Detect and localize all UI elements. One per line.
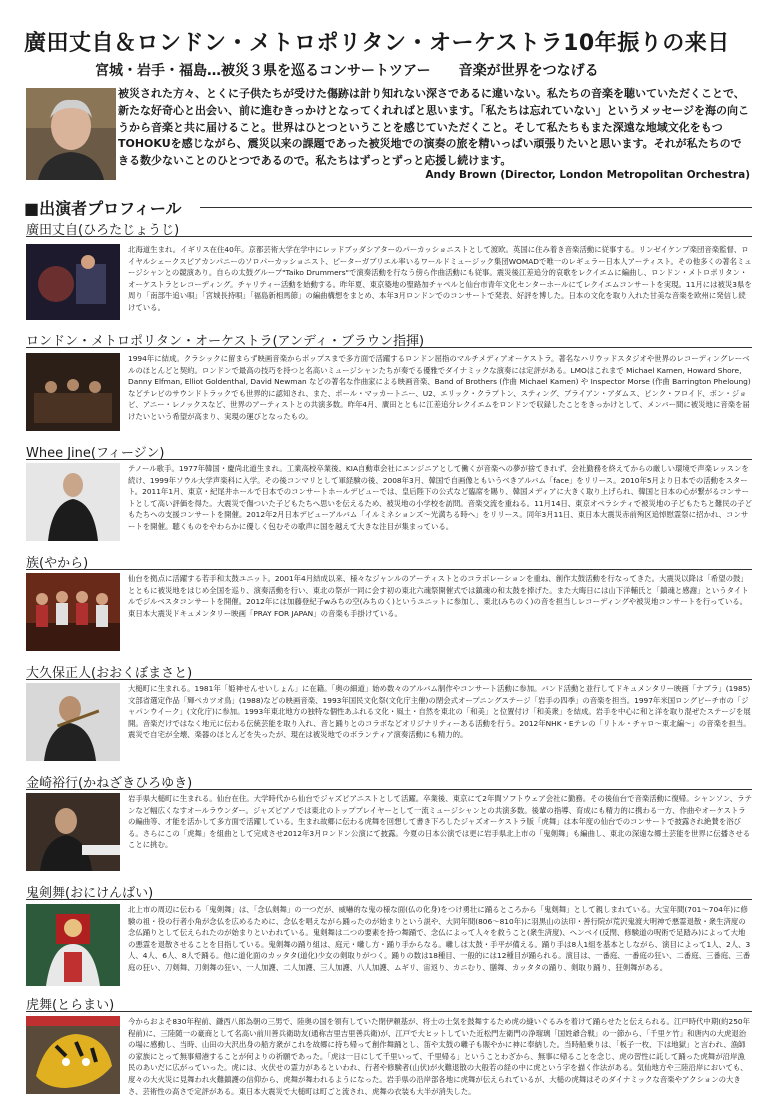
profile-photo-toramai bbox=[26, 1016, 120, 1094]
profile-name-yakara: 族(やから) bbox=[26, 556, 89, 571]
profile-desc-yakara: 仙台を拠点に活躍する若手和太鼓ユニット。2001年4月結成以来、様々なジャンルのアーティストとのコラボレーションを重ね、創作太鼓活動を行なってきた。大震災以降は「希望の鼓」とともに被災地をはじめ全国を巡り、演奏活動を行い、東北の祭が一同に会す初の東北六魂祭開催式では鎮魂の和太鼓を捧げた。また大晦日には山下洋輔氏と「鎮魂と感謝」というタイトルでジルベスタコンサートを開催。2012年には加藤登紀子wみちの空(みちのく)というユニットに参加し、東北(みちのく)の音を担当しレコーディングや被災地コンサートを行っている。東日本大震災ドキュメンタリー映画「PRAY FOR JAPAN」の音楽も手掛けている。 bbox=[128, 574, 749, 618]
profile-desc-kanezaki: 岩手県大槌町に生まれる。仙台在住。大学時代から仙台でジャズピアニストとして活躍。卒業後、東京にて2年間ソフトウェア会社に勤務。その後仙台で音楽活動に復帰。シャンソン、ラテンなど幅広くなすオールラウンダー。ジャズピアノでは東北のトッププレイヤーとして一流ミュージシャンとの共演多数。後輩の指導、育成にも精力的に携わる一方、作曲やオーケストラの編曲等、才能を活かして多方面で活躍している。生まれ故郷に伝わる虎舞を回想して書き下ろしたジャズオーケストラ版「虎舞」は本年度の仙台でのコンサートで披露され絶賛を浴びる。さらにこの「虎舞」を組曲として完成させ2012年3月ロンドン公演にて披露。今夏の日本公演では更に岩手県北上市の「鬼剣舞」も編曲し、東北の深遠な郷土芸能を世界に伝播させることに挑む。 bbox=[128, 794, 752, 850]
profile-desc-lmo: 1994年に結成。クラシックに留まらず映画音楽からポップスまで多方面で活躍するロンドン屈指のマルチメディアオーケストラ。著名なハリウッドスタジオや世界のレコーディングレーベルのほとんどと契約。ロンドンで最高の技巧を持つと名高いミュージシャンたちが奏でる優雅でダイナミックな演奏には定評がある。LMOはこれまで Michael Kamen, Howard Shore, Danny Elfman, Elliot Goldenthal, David Newman などの著名な作曲家による映画音楽、Band of Brothers (作曲 Michael Kamen) や Inspector Morse (作曲 Barrington Pheloung) などテレビのサウンドトラックでも世界的に認知され、また、ポール・マッカートニー、U2、エリック・クラプトン、スティング、ブライアン・アダムス、ピンク・フロイド、ボン・ジョビ、アニー・レノックスなど、世界のアーティストとの共演多数。昨年4月、廣田とともに江差追分レクイエムをロンドンで収録したことをきっかけとして、メンバー間に被災地に音楽を届けたいという希望が高まり、実現の運びとなったもの。 bbox=[128, 354, 751, 421]
profile-name-toramai: 虎舞(とらまい) bbox=[26, 998, 115, 1013]
profile-name-whee-jine: Whee Jine(フィージン) bbox=[26, 446, 165, 461]
profile-divider bbox=[26, 1011, 752, 1012]
profile-name-hirota: 廣田丈自(ひろたじょうじ) bbox=[26, 223, 180, 238]
director-message: 被災された方々、とくに子供たちが受けた傷跡は計り知れない深さであるに違いない。私たちの音楽を聴いていただくことで、新たな好奇心と出会い、前に進むきっかけとなってくれればと思います。「私たちは忘れていない」というメッセージを海の向こうから音楽と共に届けること。世界はひとつということを感じていただくこと。そして私たちもまた深遠な地域文化をもつTOHOKUを感じながら、震災以来の課題であった被災地での演奏の旅を精いっぱい頑張りたいと思います。それが私たちのできる数少ないことのひとつであるので。私たちはずっとずっと応援し続けます。 bbox=[118, 87, 749, 168]
profile-desc-okubo: 大槌町に生まれる。1981年「姫神せんせいしょん」に在籍。「奥の細道」始め数々のアルバム制作やコンサート活動に参加。バンド活動と並行してドキュメンタリー映画「ナブラ」(1985)文部省選定作品「輝ぺカツオ鳥」(1988)などの映画音楽、1993年国民文化祭(文化庁主催)の閉会式オープニングステージ「岩手の四季」の音楽を担当。1997年米国ロングビーチ市の「ジャパンウイーク」(文化庁)に参加。1993年東北地方の独特な個性あふれる文化・風土・自然を東北の「和美」と位置付け「和美衆」を結成。岩手を中心に和と洋を取り混ぜたステージを展開。音楽だけではなく地元に伝わる伝統芸能を取り入れ、音と踊りとのコラボなどオリジナリティーある活動を行う。2012年NHK・Eテレの「リトル・チャロ〜東北編〜」の音楽を担当。震災で自宅が全壊、楽器のほとんどを失ったが、現在は被災地でのボランティア演奏活動にも精力的。 bbox=[128, 684, 751, 740]
profile-divider bbox=[26, 899, 752, 900]
profile-photo-lmo bbox=[26, 353, 120, 431]
profile-photo-onikenbai bbox=[26, 904, 120, 986]
profile-desc-onikenbai: 北上市の周辺に伝わる「鬼剣舞」は、「念仏剣舞」の一つだが、威嚇的な鬼の様な面(仏の化身)をつけ勇壮に踊るところから「鬼剣舞」として親しまれている。大宝年間(701〜704年)に修験の祖・役の行者小角が念仏を広めるために、念仏を唱えながら踊ったのが始まりという説や、大同年間(806〜810年)に羽黒山の法印・善行院が荒沢鬼渡大明神で悪霊退散・衆生済度の念仏踊りとして伝えられたのが始まりといわれている。鬼剣舞は二つの要素を持つ舞踊で、念仏によって人々を救うこと(衆生済度)、へンベイ(反閇、修験道の呪術で足踏み)によって大地の悪霊を退散させることを目指している。鬼剣舞の踊り組は、庭元・囃し方・踊り手からなる。囃しは太鼓・手平が備える。踊り手は8人1組を基本としながら、演目によって1人、2人、3人、4人、6人、8人で踊る。他に道化面のカッタタ(道化)少女の剣取りがつく。踊りの数は18種目、一般的には12種目が踊られる。演目は、一番庭、一番庭の狂い、二番庭、三番庭、三番庭の狂い、刀剣舞、刀剣舞の狂い、一人加護、二人加護、三人加護、八人加護、ムギリ、宙返り、カニむり、膳舞、カッタタの踊り、剣取り踊り、狂剣舞がある。 bbox=[128, 905, 751, 972]
director-signature: Andy Brown (Director, London Metropolitan Orchestra) bbox=[425, 169, 750, 181]
profile-desc-hirota: 北海道生まれ。イギリス在住40年。京都芸術大学在学中にレッドブッダシアターのパーカッショニストとして渡欧。英国に住み着き音楽活動に従事する。リンゼイケンプ楽団音楽監督、ロイヤルシェークスピアカンパニーのソロパーカッショニスト、ピーターガブリエル率いるワールドミュージック集団WOMADで唯一のレギュラー日本人アーティスト。その他多くの著名ミュージシャンとの競演あり。自らの太鼓グループ"Taiko Drummers"で演奏活動を行なう傍ら作曲活動にも従事。震災後江差追分的哀歌をレクイエムに編曲し、ロンドン・メトロポリタン・オーケストラとレコーディング。チャリティー活動を始動する。昨年夏、東京築地の聖路加チャペルと仙台市青年文化センターホールにてレクイエムコンサートを実現。11月には被災3県を周り「南部牛追い唄」「宮城長持唄」「福島新相馬節」の編曲構想をまとめ、本年3月ロンドンでのコンサートで発表、好評を博した。日本の文化を取り入れた甘美な音楽を欧州に発信し続けている。 bbox=[128, 245, 752, 312]
subtitle-tagline: 音楽が世界をつなげる bbox=[458, 63, 599, 79]
profile-name-onikenbai: 鬼剣舞(おにけんばい) bbox=[26, 886, 154, 901]
profile-desc-toramai: 今からおよそ830年程前、鎌西八郎為朝の三男で、陸奥の国を領有していた閉伊頼基が、将士の士気を鼓舞するため虎の縫いぐるみを着けて踊らせたと伝えられる。江戸時代中期(約250年程前)に、三陸随一の豪商として名高い前川善兵衛助友(通称吉里吉里善兵衛)が、江戸で大ヒットしていた近松門左衛門の浄瑠璃「国姓爺合戦」の一節から、「千里ケ竹」和唐内の大虎退治の場に感動し、当時、山田の大沢出身の船方衆がこれを故郷に持ち帰って創作舞踊とし、笛や太鼓の囃子も賑やかに神に奉納した。当時船乗りは、「板子一枚、下は地獄」と言われ、漁師の家族にとって無事帰港することが何よりの祈願であった。「虎は一日にして千里いって、千里帰る」ということわざから、無事に帰ることを念じ、虎の習性に託して踊った虎舞が沿岸漁民のあいだに広がっていった。虎には、火伏せの霊力があるといわれ、行者や修験者(山伏)が火難退散の大般若の経の中に虎という字を描く作法がある。気仙地方や三陸沿岸においても、度々の大火災に見舞われ火難鎮護の信仰から、虎舞が舞われるようになった。岩手県の沿岸部各地に虎舞が伝えられているが、大槌の虎舞はそのダイナミックな音楽やアクションの大きさ、芸術性の高さで定評がある。東日本大震災で大槌町は町ごと流され、虎舞の衣装も大半が消失した。 bbox=[128, 1017, 750, 1096]
profile-photo-yakara bbox=[26, 573, 120, 651]
page-subtitle bbox=[95, 60, 599, 80]
profile-divider bbox=[26, 459, 752, 460]
profile-photo-whee-jine bbox=[26, 463, 120, 541]
profile-name-lmo: ロンドン・メトロポリタン・オーケストラ(アンディ・ブラウン指揮) bbox=[26, 334, 425, 349]
profile-name-okubo: 大久保正人(おおくぼまさと) bbox=[26, 666, 193, 681]
profile-divider bbox=[26, 236, 752, 237]
andy-brown-portrait bbox=[26, 88, 116, 180]
profile-divider bbox=[26, 569, 752, 570]
profile-name-kanezaki: 金崎裕行(かねざきひろゆき) bbox=[26, 776, 193, 791]
profile-divider bbox=[26, 789, 752, 790]
profile-divider bbox=[26, 679, 752, 680]
profile-photo-okubo bbox=[26, 683, 120, 761]
profile-photo-hirota bbox=[26, 244, 120, 320]
profile-divider bbox=[26, 347, 752, 348]
profile-photo-kanezaki bbox=[26, 793, 120, 871]
section-divider bbox=[200, 207, 752, 208]
subtitle-tour: 宮城・岩手・福島…被災３県を巡るコンサートツアー bbox=[95, 63, 431, 79]
profile-desc-whee-jine: テノール歌手。1977年韓国・慶尚北道生まれ。工業高校卒業後、KIA自動車会社にエンジニアとして働くが音楽への夢が捨てきれず、会社勤務を終えてからの厳しい環境で声楽レッスンを続け、1999年ソウル大学声楽科に入学。その後コンマリとして軍経験の後、2008年3月、韓国で自画像ともいうべきアルバム「face」をリリース。2010年5月より日本での活動をスタート。2011年1月、東京・紀尾井ホールで日本でのコンサートホールデビューでは、皇后陛下の公式など臨席を賜り、韓国メディアに大きく取り上げられ、韓国と日本の心が繋がるコンサートとして高い評価を得た。大震災で傷ついた子どもたちへ思いを伝えるため、被災地の小学校を訪問。音楽交流を重ねる。11月14日、東京オペラシティで被災地の子どもたちと難民の子どもたちへの支援コンサートを開催。2012年2月日本デビューアルバム「イルミネションズ〜光満ちる時へ」をリリース。同年3月11日、東日本大震災赤前殉区追悼慰霊祭に招かれ、コンサートを開催。聴くものをやわらかに優しく包むその歌声に国を越えて大きな注目が集まっている。 bbox=[128, 464, 752, 531]
page-title: 廣田丈自＆ロンドン・メトロポリタン・オーケストラ10年振りの来日 bbox=[24, 31, 730, 56]
profiles-heading: ■出演者プロフィール bbox=[24, 199, 182, 218]
